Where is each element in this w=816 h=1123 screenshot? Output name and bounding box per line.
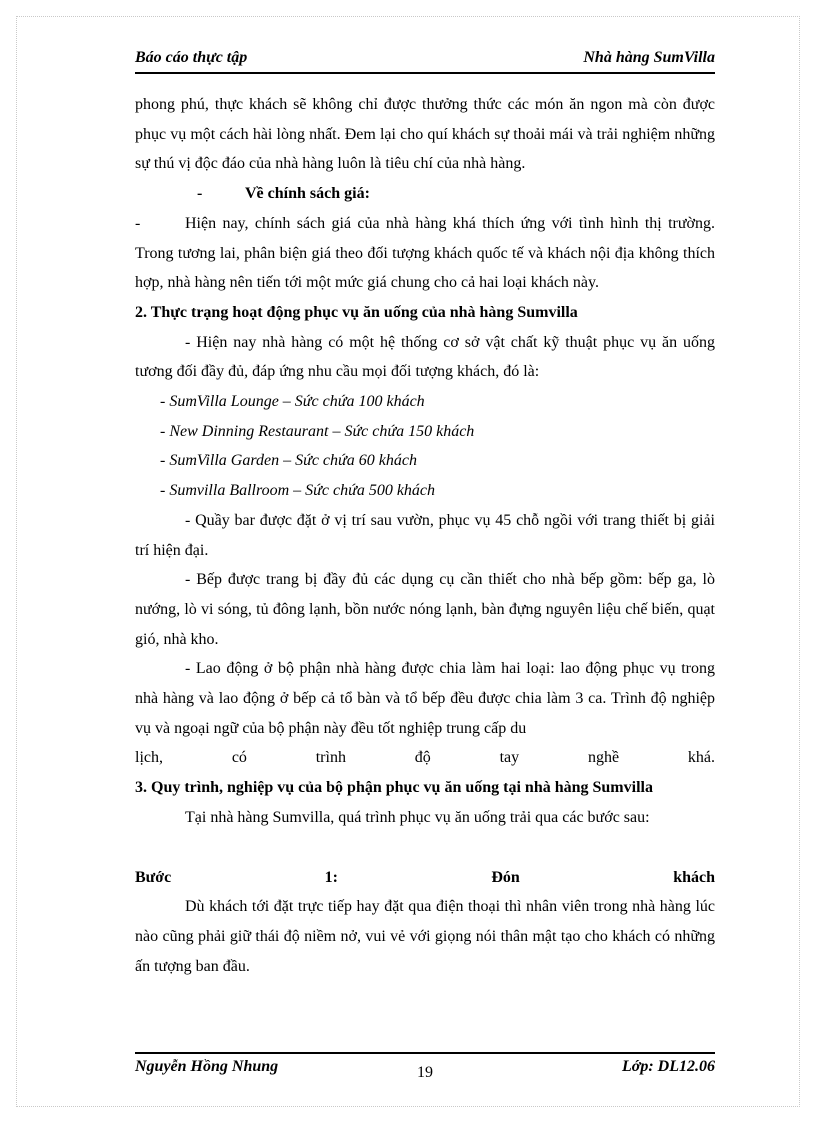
section-2-heading: 2. Thực trạng hoạt động phục vụ ăn uống của nhà hàng Sumvilla (135, 303, 578, 321)
price-policy-heading (135, 179, 715, 209)
paragraph-bar: - Quầy bar được đặt ở vị trí sau vườn, phục vụ 45 chỗ ngồi với trang thiết bị giải trí hiện đại. (135, 511, 715, 559)
paragraph-intro: phong phú, thực khách sẽ không chỉ được thưởng thức các món ăn ngon mà còn được phục vụ một cách hài lòng nhất. Đem lại cho quí khách sự thoải mái và trải nghiệm những sự thú vị độc đáo của nhà hàng luôn là tiêu chí của nhà hàng. (135, 96, 715, 173)
document-body (135, 90, 715, 981)
paragraph-kitchen: - Bếp được trang bị đầy đủ các dụng cụ cần thiết cho nhà bếp gồm: bếp ga, lò nướng, lò vi sóng, tủ đông lạnh, bồn nước nóng lạnh, bàn đựng nguyên liệu chế biến, quạt gió, nhà kho. (135, 571, 715, 648)
blank-line (135, 833, 715, 863)
section-3-heading: 3. Quy trình, nghiệp vụ của bộ phận phục vụ ăn uống tại nhà hàng Sumvilla (135, 779, 653, 797)
paragraph-step-1: Dù khách tới đặt trực tiếp hay đặt qua điện thoại thì nhân viên trong nhà hàng lúc nào cũng phải giữ thái độ niềm nở, vui vẻ với giọng nói thân mật tạo cho khách có những ấn tượng ban đầu. (135, 898, 715, 975)
price-policy-heading-text: Về chính sách giá: (245, 185, 370, 203)
paragraph-price-policy (135, 209, 715, 298)
page-header (135, 46, 715, 74)
venue-item: - SumVilla Garden – Sức chứa 60 khách (160, 452, 417, 470)
venue-item: - Sumvilla Ballroom – Sức chứa 500 khách (160, 482, 436, 500)
header-report-title: Báo cáo thực tập (135, 49, 248, 66)
page-number: 19 (417, 1064, 433, 1081)
price-policy-text: Hiện nay, chính sách giá của nhà hàng khá thích ứng với tình hình thị trường. Trong tương lai, phân biện giá theo đối tượng khách quốc tế và khách nội địa không thích hợp, nhà hàng nên tiến tới một mức giá chung cho cả hai loại khách này. (135, 214, 715, 292)
bullet-dash: - (135, 214, 141, 232)
page-footer (135, 1052, 715, 1084)
footer-author: Nguyễn Hồng Nhung (135, 1058, 279, 1075)
paragraph-facilities: - Hiện nay nhà hàng có một hệ thống cơ sở vật chất kỹ thuật phục vụ ăn uống tương đối đầy đủ, đáp ứng nhu cầu mọi đối tượng khách, đó là: (135, 333, 715, 381)
footer-class: Lớp: DL12.06 (621, 1058, 715, 1075)
paragraph-labor-last-line: lịch, có trình độ tay nghề khá. (135, 749, 715, 767)
header-restaurant-name: Nhà hàng SumVilla (583, 49, 715, 66)
step-1-heading: Bước 1: Đón khách (135, 868, 715, 886)
paragraph-labor: - Lao động ở bộ phận nhà hàng được chia làm hai loại: lao động phục vụ trong nhà hàng và lao động ở bếp cả tổ bàn và tổ bếp đều được chia làm 3 ca. Trình độ nghiệp vụ và ngoại ngữ của bộ phận này đều tốt nghiệp trung cấp du (135, 660, 715, 737)
bullet-dash: - (197, 185, 203, 203)
venue-item: - SumVilla Lounge – Sức chứa 100 khách (160, 393, 425, 411)
venue-item: - New Dinning Restaurant – Sức chứa 150 khách (160, 422, 475, 440)
paragraph-process: Tại nhà hàng Sumvilla, quá trình phục vụ ăn uống trải qua các bước sau: (185, 808, 650, 826)
